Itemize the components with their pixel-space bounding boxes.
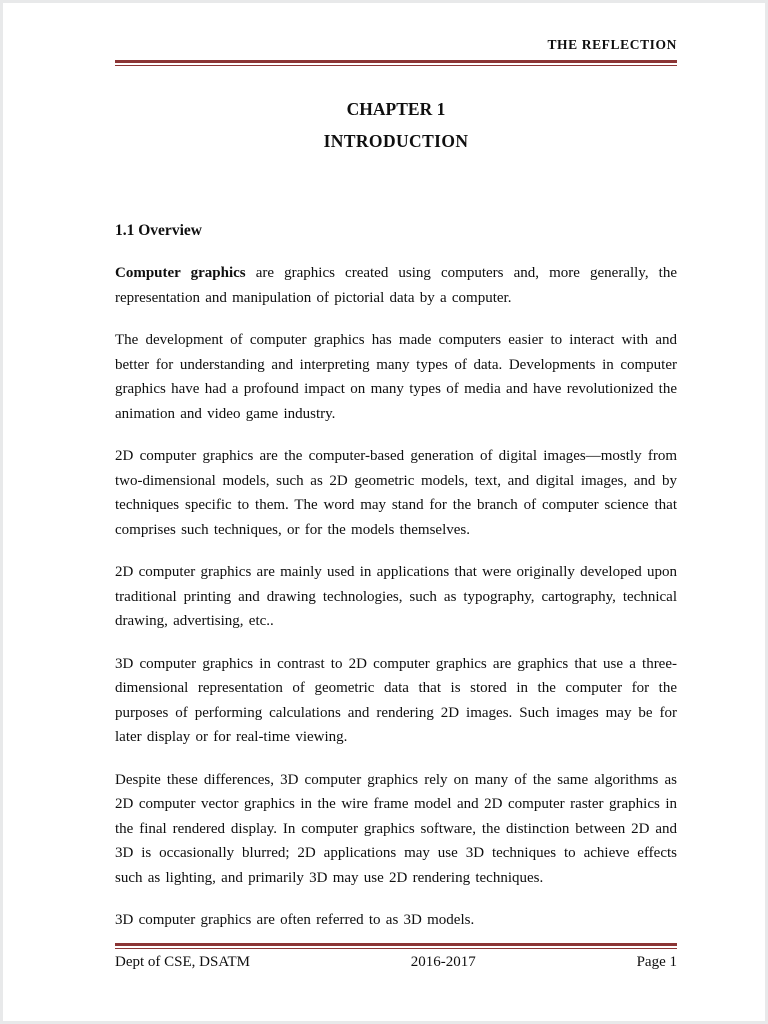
paragraph-1: [115, 261, 677, 310]
chapter-subtitle: INTRODUCTION: [323, 131, 469, 151]
paragraph-7: 3D computer graphics are often referred to as 3D models.: [115, 912, 475, 928]
footer-year: 2016-2017: [410, 954, 476, 970]
chapter-title: CHAPTER 1: [346, 99, 446, 119]
chapter-title-block: [115, 93, 677, 157]
paragraph-5: 3D computer graphics in contrast to 2D computer graphics are graphics that use a three-dimensional representation of geometric data that is stored in the computer for the purposes of performing calculations and rendering 2D images. Such images may be for later display or for real-time viewing.: [115, 655, 677, 745]
footer-page-number: Page 1: [636, 954, 677, 970]
paragraph-6: Despite these differences, 3D computer graphics rely on many of the same algorithms as 2D computer vector graphics in the wire frame model and 2D computer raster graphics in the final rendered display. In computer graphics software, the distinction between 2D and 3D is occasionally blurred; 2D applications may use 3D techniques to achieve effects such as lighting, and primarily 3D may use 2D rendering techniques.: [115, 771, 677, 886]
header-title: THE REFLECTION: [547, 37, 677, 52]
footer-department: Dept of CSE, DSATM: [115, 954, 251, 970]
footer-row: [115, 949, 677, 971]
page-content: [115, 37, 677, 933]
page-header: [115, 37, 677, 60]
paragraph-3: 2D computer graphics are the computer-based generation of digital images—mostly from two-dimensional models, such as 2D geometric models, text, and digital images, and by techniques specific to them. The word may stand for the branch of computer science that comprises such techniques, or for the models themselves.: [115, 448, 677, 538]
paragraph-2: The development of computer graphics has made computers easier to interact with and better for understanding and interpreting many types of data. Developments in computer graphics have had a profound impact on many types of media and have revolutionized the animation and video game industry.: [115, 332, 677, 422]
section-heading: 1.1 Overview: [115, 222, 202, 239]
header-rule: [115, 60, 677, 66]
paragraph-1-rest: are graphics created using computers and, more generally, the representation and manipulation of pictorial data by a computer.: [115, 265, 677, 306]
document-page: [3, 3, 765, 1021]
paragraph-4: 2D computer graphics are mainly used in applications that were originally developed upon traditional printing and drawing technologies, such as typography, cartography, technical drawing, advertising, etc..: [115, 564, 678, 629]
paragraph-1-lead: Computer graphics: [115, 265, 246, 281]
page-footer: [115, 943, 677, 971]
